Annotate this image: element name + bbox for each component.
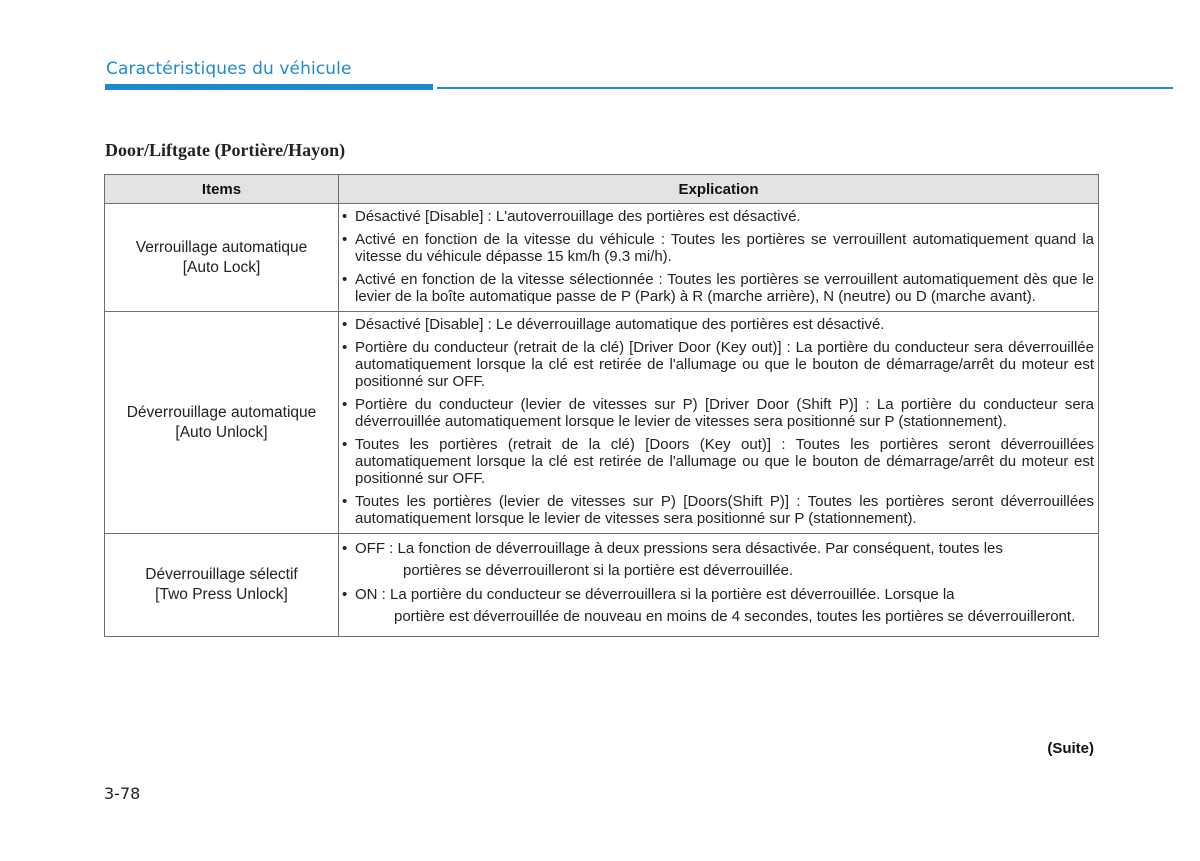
explanation-cell [339,204,1099,312]
bullet-list [341,316,1094,527]
list-item: • Activé en fonction de la vitesse du véhicule : Toutes les portières se verrouillent automatiquement quand la vitesse du véhicule dépasse 15 km/h (9.3 mi/h). [341,231,1094,265]
option-continuation: portière est déverrouillée de nouveau en moins de 4 secondes, toutes les portières se déverrouilleront. [394,608,1076,625]
table-row [105,204,1099,312]
header-rule [437,87,1173,89]
option-text: La fonction de déverrouillage à deux pressions sera désactivée. Par conséquent, toutes les [397,540,1003,557]
list-item: • Portière du conducteur (levier de vitesses sur P) [Driver Door (Shift P)] : La portière du conducteur sera déverrouillée automatiquement lorsque le levier de vitesses sera positionné sur P (stationnement). [341,396,1094,430]
list-item: • Toutes les portières (retrait de la clé) [Doors (Key out)] : Toutes les portières seront déverrouillées automatiquement lorsque la clé est retirée de l'allumage ou que le bouton de démarrage/arrêt du moteur est positionné sur OFF. [341,436,1094,487]
item-name: Déverrouillage sélectif [145,566,298,583]
item-code: [Auto Unlock] [175,423,268,441]
item-cell [105,534,339,637]
item-code: [Auto Lock] [182,258,261,276]
option-text: La portière du conducteur se déverrouillera si la portière est déverrouillée. Lorsque la [390,586,955,603]
option-key: OFF : [355,540,398,557]
page-number: 3-78 [104,784,141,803]
table-header-row [105,175,1099,204]
list-item: • Activé en fonction de la vitesse sélectionnée : Toutes les portières se verrouillent automatiquement dès que le levier de la boîte automatique passe de P (Park) à R (marche arrière), N (neutre) ou D (marche avant). [341,271,1094,305]
table-row [105,312,1099,534]
item-name: Verrouillage automatique [135,238,308,256]
table-row [105,534,1099,637]
continued-label: (Suite) [1047,740,1094,757]
bullet-list [341,538,1094,628]
option-first-line [355,538,1094,560]
list-item-off [341,538,1094,582]
bullet-list [341,208,1094,305]
item-cell [105,204,339,312]
chapter-title: Caractéristiques du véhicule [106,59,352,79]
list-item: • Désactivé [Disable] : L'autoverrouillage des portières est désactivé. [341,208,1094,225]
column-header-items: Items [105,175,339,204]
list-item: • Désactivé [Disable] : Le déverrouillage automatique des portières est désactivé. [341,316,1094,333]
option-first-line [355,584,1094,606]
explanation-cell [339,534,1099,637]
item-cell [105,312,339,534]
list-item: • Toutes les portières (levier de vitesses sur P) [Doors(Shift P)] : Toutes les portières seront déverrouillées automatiquement lorsque le levier de vitesses sera positionné sur P (stationnement). [341,493,1094,527]
header-accent-bar [105,84,433,90]
explanation-cell [339,312,1099,534]
settings-table [104,174,1099,637]
option-key: ON : [355,586,391,603]
option-continuation: portières se déverrouilleront si la portière est déverrouillée. [403,562,794,579]
list-item-on [341,584,1094,628]
item-code: [Two Press Unlock] [155,586,288,603]
list-item: • Portière du conducteur (retrait de la clé) [Driver Door (Key out)] : La portière du conducteur sera déverrouillée automatiquement lorsque la clé est retirée de l'allumage ou que le bouton de démarrage/arrêt du moteur est positionné sur OFF. [341,339,1094,390]
column-header-explication: Explication [339,175,1099,204]
item-name: Déverrouillage automatique [126,403,317,421]
section-title: Door/Liftgate (Portière/Hayon) [105,140,346,160]
